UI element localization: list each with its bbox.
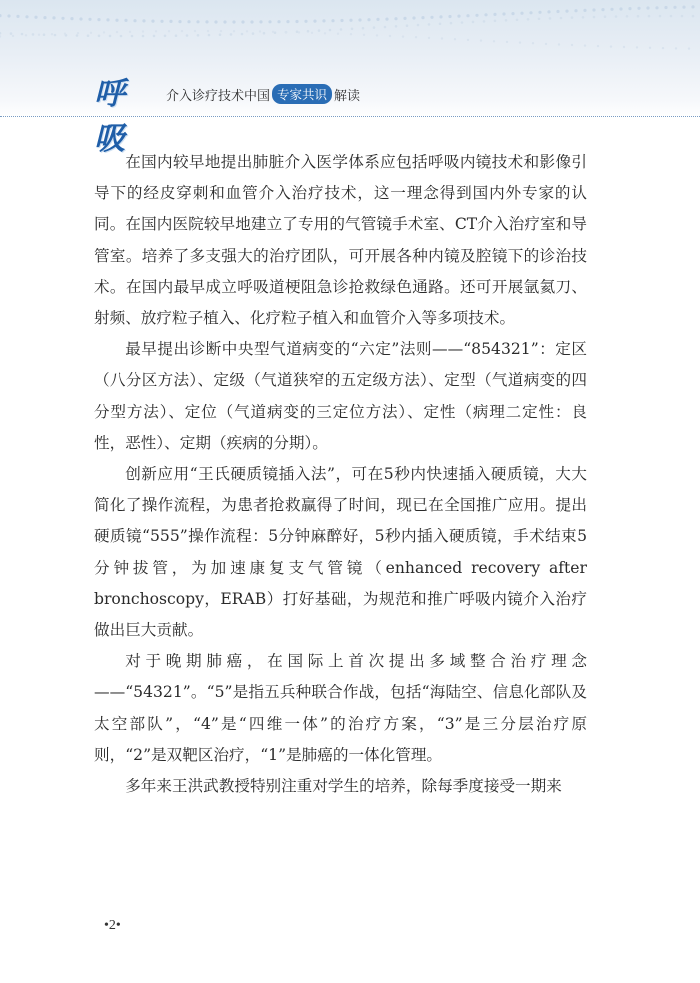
- subtitle-suffix: 解读: [334, 88, 361, 104]
- paragraph: 创新应用“王氏硬质镜插入法”，可在5秒内快速插入硬质镜，大大简化了操作流程，为患者抢救赢得了时间，现已在全国推广应用。提出硬质镜“555”操作流程：5分钟麻醉好，5秒内插入硬质镜，手术结束5分钟拔管，为加速康复支气管镜（enhanced recovery after bronchoscopy，ERAB）打好基础，为规范和推广呼吸内镜介入治疗做出巨大贡献。: [94, 465, 587, 640]
- paragraph: 最早提出诊断中央型气道病变的“六定”法则——“854321”：定区（八分区方法）、定级（气道狭窄的五定级方法）、定型（气道病变的四分型方法）、定位（气道病变的三定位方法）、定性（病理二定性：良性，恶性）、定期（疾病的分期）。: [94, 340, 587, 452]
- logo-title: 呼吸: [94, 76, 124, 157]
- paragraph: 在国内较早地提出肺脏介入医学体系应包括呼吸内镜技术和影像引导下的经皮穿刺和血管介入治疗技术，这一理念得到国内外专家的认同。在国内医院较早地建立了专用的气管镜手术室、CT介入治疗室和导管室。培养了多支强大的治疗团队，可开展各种内镜及腔镜下的诊治技术。在国内最早成立呼吸道梗阻急诊抢救绿色通路。还可开展氩氦刀、射频、放疗粒子植入、化疗粒子植入和血管介入等多项技术。: [94, 153, 587, 328]
- subtitle-badge: 专家共识: [272, 84, 332, 104]
- paragraph: 对于晚期肺癌，在国际上首次提出多域整合治疗理念——“54321”。“5”是指五兵种联合作战，包括“海陆空、信息化部队及太空部队”，“4”是“四维一体”的治疗方案，“3”是三分层治疗原则，“2”是双靶区治疗，“1”是肺癌的一体化管理。: [94, 652, 587, 764]
- subtitle-prefix: 介入诊疗技术中国: [166, 88, 271, 104]
- page-number: •2•: [104, 918, 121, 933]
- logo-subtitle: [166, 84, 360, 104]
- body-text: [94, 147, 587, 802]
- paragraph: 多年来王洪武教授特别注重对学生的培养，除每季度接受一期来: [125, 777, 562, 796]
